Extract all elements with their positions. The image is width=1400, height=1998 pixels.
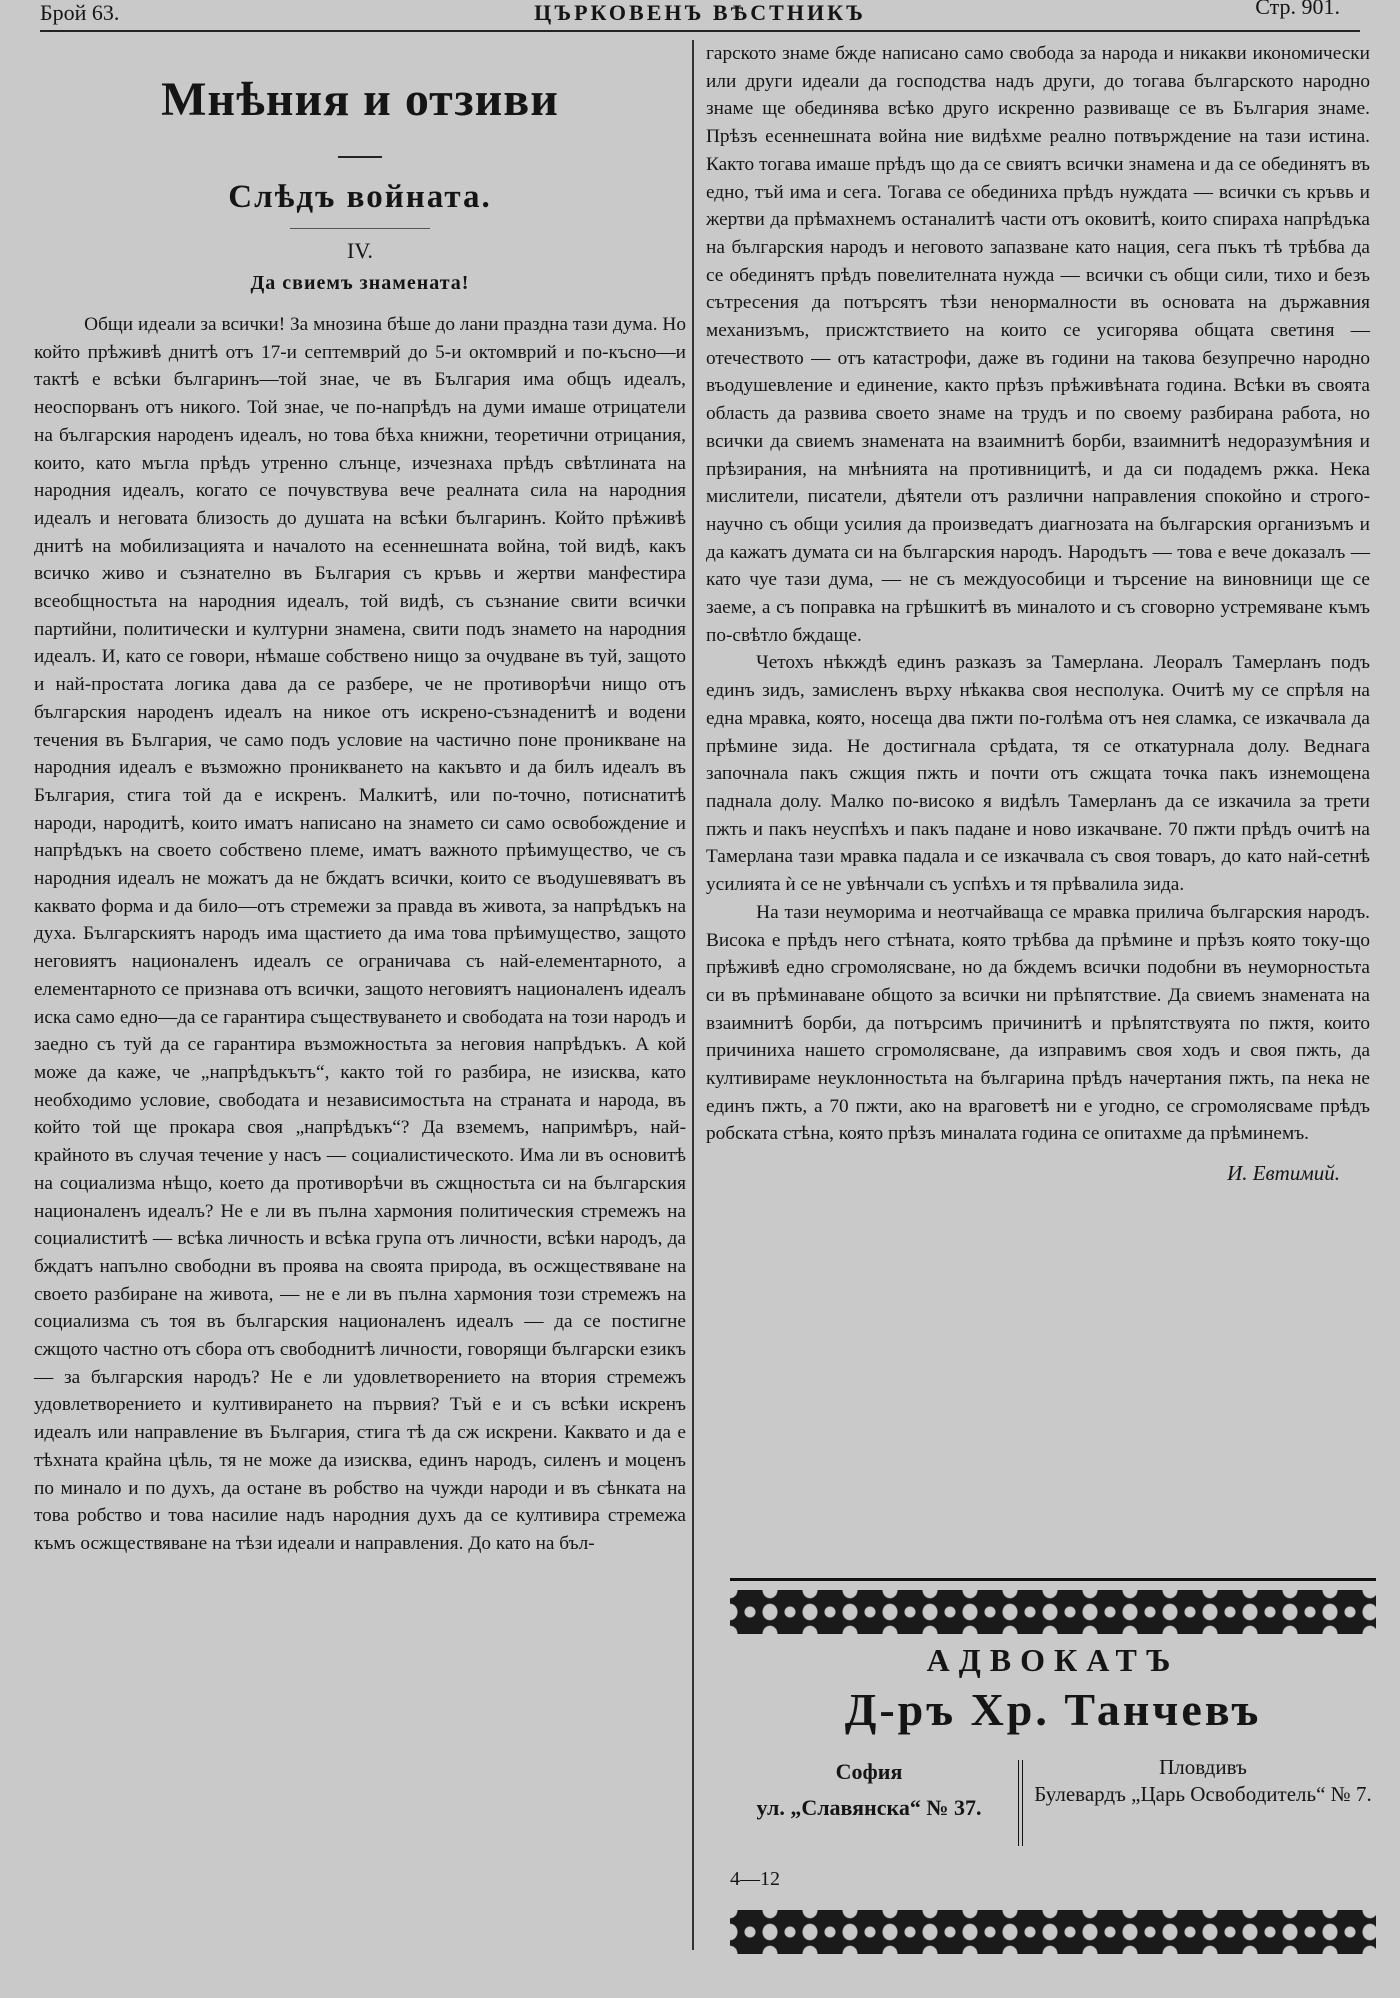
left-column — [34, 40, 686, 1558]
ad-lawyer-name: Д-ръ Хр. Танчевъ — [844, 1684, 1262, 1735]
ad-city-plovdiv: Пловдивъ — [1159, 1755, 1247, 1779]
section-title: Мнѣния и отзиви — [161, 73, 559, 126]
article-subtitle: Да свиемъ знамената! — [250, 272, 470, 294]
part-number: IV. — [347, 238, 373, 263]
ad-sofia-office — [730, 1754, 1008, 1826]
article-paragraph: Четохъ нѣкждѣ единъ разказъ за Тамерлана. Леоралъ Тамерланъ подъ единъ зидъ, замисленъ върху нѣкаква своя несполука. Очитѣ му се спрѣля на една мравка, която, носеща два пжти по-голѣма отъ нея сламка, се изкачвала да прѣмине зида. Не достигнала срѣдата, тя се откатурнала долу. Веднага започнала пакъ сжщия пжть и почти отъ сжщата точка пакъ изнемощена паднала долу. Малко по-високо я видѣлъ Тамерланъ да се изкачила за трети пжть и пакъ неуспѣхъ и пакъ падане и ново изкачване. 70 пжти прѣдъ очитѣ на Тамерлана тази мравка падала и се изкачвала съ своя товаръ, до като най-сетнѣ усилията ѝ се не увѣнчали съ успѣхъ и тя прѣвалила зида. — [706, 652, 1370, 896]
ad-address-plovdiv: Булевардъ „Царь Освободитель“ № 7. — [1034, 1782, 1372, 1806]
running-header — [40, 0, 1360, 32]
lawyer-advertisement — [730, 1578, 1376, 1960]
ornamental-border-bottom — [730, 1910, 1376, 1954]
ad-divider — [1018, 1760, 1023, 1846]
author-signature: И. Евтимий. — [1227, 1161, 1340, 1186]
ad-insertion-code: 4—12 — [730, 1868, 780, 1890]
article-paragraph: На тази неуморима и неотчайваща се мравка прилича българския народъ. Висока е прѣдъ него стѣната, която трѣбва да прѣмине и прѣзъ която току-що прѣживѣ едно сгромолясване, но да бждемъ всички подобни въ неуморностьта си въ прѣминаване общото за всички ни прѣпятствие. Да свиемъ знамената на взаимнитѣ борби, да потърсимъ причинитѣ и прѣпятствуята по пжтя, които причиниха нашето сгромолясване, да изправимъ своя ходъ и своя пжть, да култивираме неуклонностьта на българина прѣдъ начертания пжть, па нека не единъ пжть, а 70 пжти, ако на враговетѣ ни е угодно, се сгромолясваме прѣдъ робската стѣна, която прѣзъ миналата година се опитахме да прѣминемъ. — [706, 901, 1370, 1145]
column-rule — [692, 40, 694, 1950]
ad-city-sofia: София — [835, 1759, 903, 1784]
title-rule — [338, 156, 382, 158]
page-number: Стр. 901. — [1255, 0, 1340, 19]
ad-heading: АДВОКАТЪ — [926, 1642, 1180, 1678]
issue-number: Брой 63. — [40, 0, 120, 25]
ornamental-border-top — [730, 1590, 1376, 1634]
right-column — [706, 40, 1370, 1188]
title-rule — [290, 228, 430, 229]
article-paragraph: Общи идеали за всички! За мнозина бѣше до лани праздна тази дума. Но който прѣживѣ днитѣ отъ 17-и септемврий до 5-и октомврий и по-късно—и тактѣ е всѣки българинъ—той знае, че въ България има общъ идеалъ, неоспорванъ отъ никого. Той знае, че по-напрѣдъ на думи имаше отрицатели на българския народенъ идеалъ, но това бѣха книжни, теоретични отрицания, които, като мъгла прѣдъ утренно слънце, изчезнаха прѣдъ свѣтлината на народния идеалъ, когато се почувствува вече реалната сила на народния идеалъ и неговата близость до душата на всѣки българинъ. Който прѣживѣ днитѣ на мобилизацията и началото на есеннешната война, той видѣ, какъ всичко живо и съзнателно въ България съ кръвь и жертви манфестира всеобщностьта на народния идеалъ, той видѣ, съ съзнание свити всички партийни, политически и културни знамена, свити подъ знамето на народния идеалъ. И, като се говори, нѣмаше собствено нищо за очудване въ туй, защото и най-простата логика дава да се разбере, че не противорѣчи нищо отъ българския народенъ идеалъ на никое отъ искрено-съзнаденитѣ и водени течения въ България, че само подъ условие на частично поне проникване на народния идеалъ е възможно проникването на какъвто и да билъ идеалъ въ България, стига той да е искренъ. Малкитѣ, или по-точно, потиснатитѣ народи, народитѣ, които иматъ написано на знамето си само освобождение и напрѣдъкъ на своето собствено племе, иматъ важното прѣимущество, че съ народния идеалъ не можатъ да не бждатъ всички, които се въодушевяватъ въ каквато форма и да било—отъ стремежи за правда въ живота, за напрѣдъкъ на духа. Българскиятъ народъ има щастието да има това прѣимущество, защото неговиятъ националенъ идеалъ се ограничава съ най-елементарното, а елементарното се признава отъ всички, защото неговиятъ националенъ идеалъ иска само едно—да се гарантира съществуването и свободата на този народъ и заедно съ туй да се гарантира възможностьта за неговия напрѣдъкъ. А кой може да каже, че „напрѣдъкътъ“, както той го разбира, не изисква, като необходимо условие, свободата и независимостьта на страната и народа, въ който той ще прокара своя „напрѣдъкъ“? Да вземемъ, напримѣръ, най-крайното въ случая течение у насъ — социалистическото. Има ли въ основитѣ на социализма нѣщо, което да противорѣчи въ сжщностьта си на българския националенъ идеалъ? Не е ли въ пълна хармония политическия стремежъ на социалиститѣ — всѣка личность и всѣка група отъ личности, всѣки народъ, да бждатъ напълно свободни въ проява на своята природа, въ осжществяване на своето разбиране на живота, — не е ли въ пълна хармония този стремежъ на социализма съ тоя въ българския националенъ идеалъ — да се постигне сжщото частно отъ сбора отъ свободнитѣ личности, говорящи български езикъ — за българския народъ? Не е ли удовлетворението на втория стремежъ удовлетворението и култивирането на първия? Тъй е и съ всѣки искренъ идеалъ или направление въ България, стига тѣ да сж искрени. Каквато и да е тѣхната крайна цѣль, тя не може да изисква, единъ народъ, силенъ и моценъ по минало и по духъ, да остане въ робство на чужди народи и въ сѣнката на това робство и това насилие надъ народния духъ да се култивира стремежа къмъ осжществяване на тѣзи идеали и направления. До като на бъл- — [34, 314, 686, 1554]
ad-plovdiv-office — [1030, 1754, 1376, 1808]
article-title: Слѣдъ войната. — [228, 179, 492, 215]
newspaper-title: ЦЪРКОВЕНЪ ВѢСТНИКЪ — [534, 0, 866, 25]
ad-address-sofia: ул. „Славянска“ № 37. — [756, 1795, 982, 1820]
ad-border-line — [730, 1578, 1376, 1581]
article-paragraph: гарското знаме бжде написано само свобода за народа и никакви икономически или други идеали да господства надъ други, до тогава българското народно знаме ще обединява всѣко друго искренно развиваще се въ България знаме. Прѣзъ есеннешната война ние видѣхме реално потвърждение на тази истина. Както тогава имаше прѣдъ що да се свиятъ всички знамена и да се обединятъ въ едно, тъй има и сега. Тогава се обединиха прѣдъ нуждата — всички съ кръвь и жертви да прѣмахнемъ останалитѣ части отъ оковитѣ, които спираха напрѣдъка на българския народъ и неговото запазване като нация, сега пъкъ тѣ трѣбва да се обединятъ прѣдъ повелителната нужда — всички съ общи сили, тихо и безъ сътресения да потърсятъ тѣзи ненормалности въ основата на държавния механизъмъ, присжтствието на които се усигорява общата светиня — отечеството — отъ катастрофи, даже въ години на такова безупречно народно въодушевление и единение, както прѣзъ прѣживѣната година. Всѣки въ своята область да развива своето знаме на трудъ и по своему разбирана работа, но всички да свиемъ знамената на взаимнитѣ борби, взаимнитѣ недоразумѣния и прѣзирания, на мнѣнията на противницитѣ, и да си подадемъ ржка. Нека мислители, писатели, дѣятели отъ различни направления спокойно и строго-научно съ общи усилия да произведатъ диагнозата на българския организъмъ и да кажатъ думата си на българския народъ. Народътъ — това е вече доказалъ — като чуе тази дума, — не съ междуособици и търсение на виновници ще се заеме, а съ поправка на грѣшкитѣ въ миналото и съ сговорно устремяване къмъ по-свѣтло бждаще. — [706, 43, 1370, 646]
